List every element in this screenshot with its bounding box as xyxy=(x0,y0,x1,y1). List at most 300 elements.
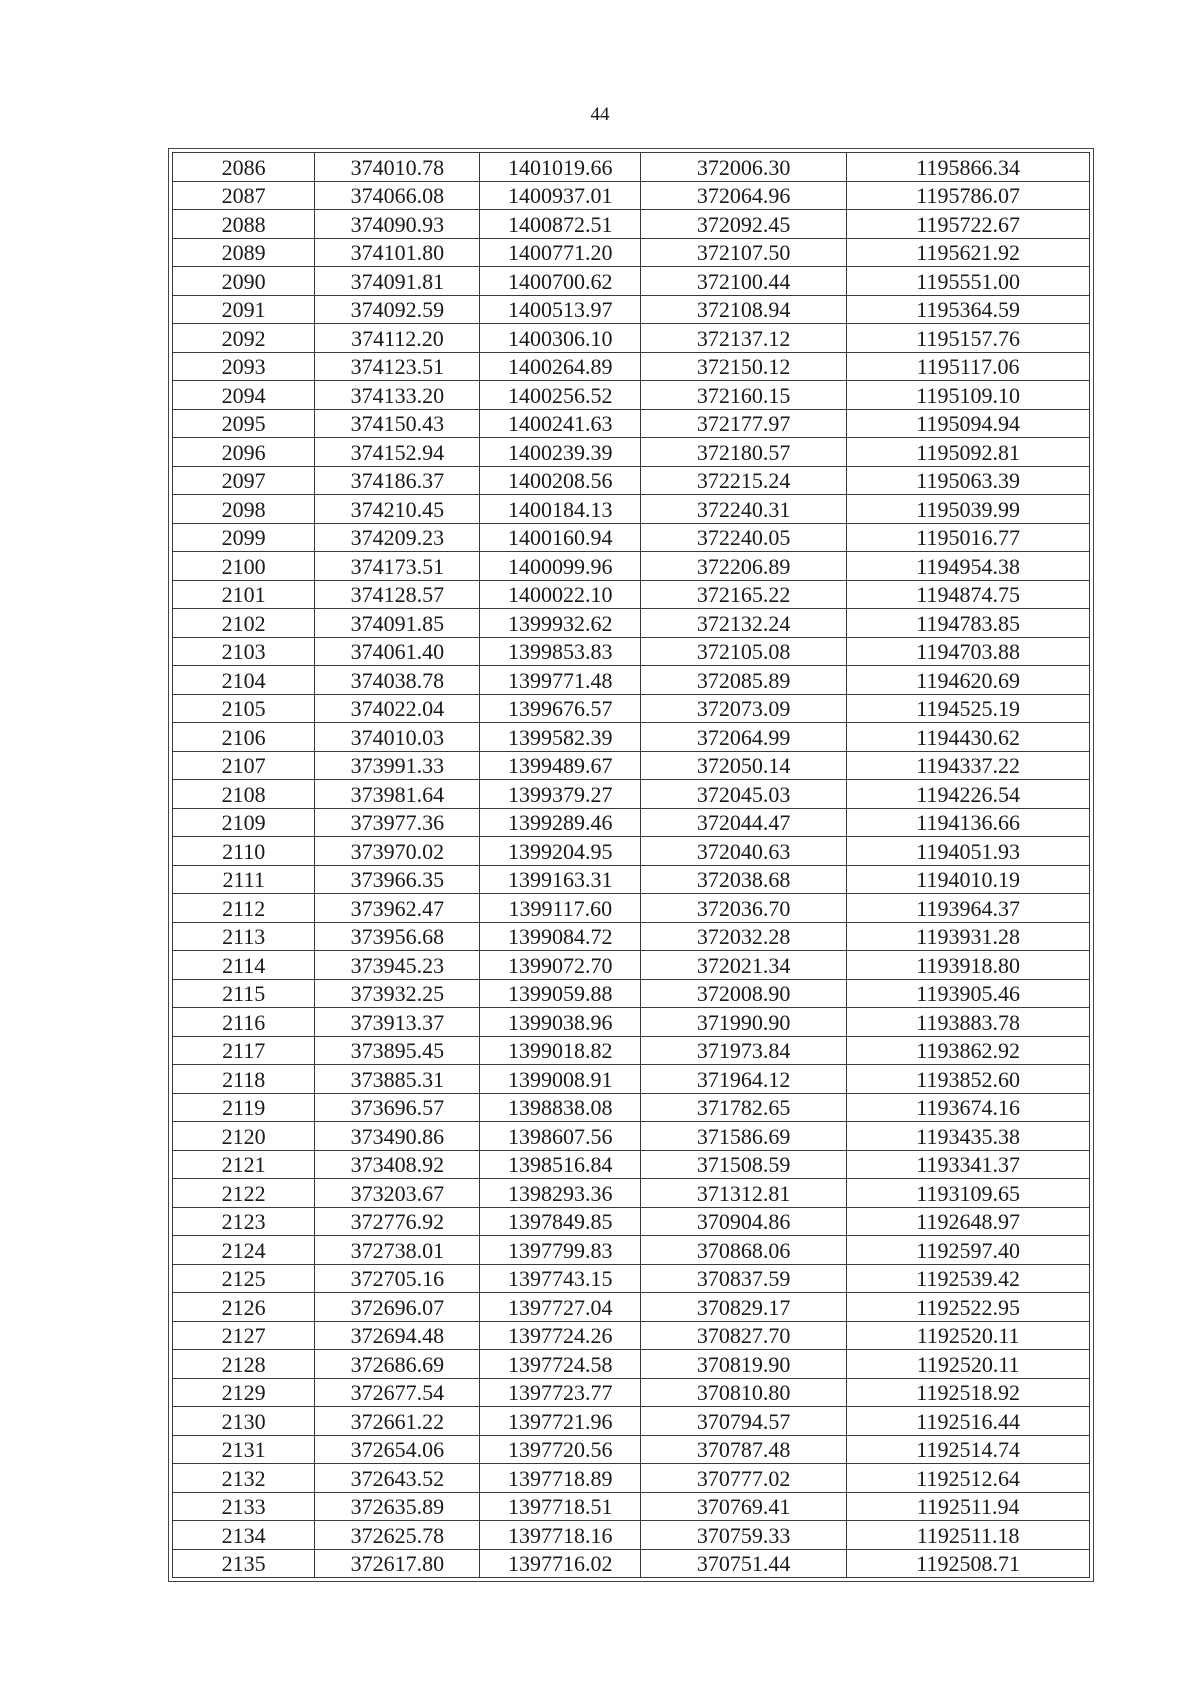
table-row xyxy=(173,780,1090,809)
table-row xyxy=(173,181,1090,210)
y-new-cell: 1192511.94 xyxy=(847,1492,1090,1521)
point-number-cell: 2126 xyxy=(173,1293,315,1322)
point-number-cell: 2102 xyxy=(173,609,315,638)
x-old-cell: 373885.31 xyxy=(315,1065,480,1094)
table-row xyxy=(173,1407,1090,1436)
point-number-cell: 2101 xyxy=(173,580,315,609)
x-old-cell: 372617.80 xyxy=(315,1549,480,1578)
y-new-cell: 1194620.69 xyxy=(847,666,1090,695)
x-old-cell: 374092.59 xyxy=(315,295,480,324)
y-new-cell: 1195016.77 xyxy=(847,523,1090,552)
x-new-cell: 372064.99 xyxy=(641,723,847,752)
point-number-cell: 2091 xyxy=(173,295,315,324)
table-row xyxy=(173,352,1090,381)
point-number-cell: 2117 xyxy=(173,1036,315,1065)
y-old-cell: 1400872.51 xyxy=(480,210,641,239)
x-new-cell: 372177.97 xyxy=(641,409,847,438)
y-old-cell: 1399853.83 xyxy=(480,637,641,666)
point-number-cell: 2119 xyxy=(173,1093,315,1122)
x-new-cell: 371508.59 xyxy=(641,1150,847,1179)
y-new-cell: 1195364.59 xyxy=(847,295,1090,324)
coordinate-table-body xyxy=(173,153,1090,1578)
point-number-cell: 2090 xyxy=(173,267,315,296)
x-old-cell: 373962.47 xyxy=(315,894,480,923)
page-number: 44 xyxy=(590,104,610,125)
x-old-cell: 374112.20 xyxy=(315,324,480,353)
x-old-cell: 372738.01 xyxy=(315,1236,480,1265)
y-old-cell: 1399059.88 xyxy=(480,979,641,1008)
point-number-cell: 2112 xyxy=(173,894,315,923)
y-new-cell: 1192516.44 xyxy=(847,1407,1090,1436)
x-new-cell: 371973.84 xyxy=(641,1036,847,1065)
y-old-cell: 1399489.67 xyxy=(480,751,641,780)
table-row xyxy=(173,1008,1090,1037)
point-number-cell: 2127 xyxy=(173,1321,315,1350)
x-new-cell: 372092.45 xyxy=(641,210,847,239)
y-old-cell: 1398516.84 xyxy=(480,1150,641,1179)
x-new-cell: 372050.14 xyxy=(641,751,847,780)
y-new-cell: 1192518.92 xyxy=(847,1378,1090,1407)
x-new-cell: 372137.12 xyxy=(641,324,847,353)
x-new-cell: 372215.24 xyxy=(641,466,847,495)
y-old-cell: 1399038.96 xyxy=(480,1008,641,1037)
y-old-cell: 1400241.63 xyxy=(480,409,641,438)
table-row xyxy=(173,1236,1090,1265)
table-row xyxy=(173,1093,1090,1122)
table-row xyxy=(173,1492,1090,1521)
y-new-cell: 1194136.66 xyxy=(847,808,1090,837)
table-row xyxy=(173,637,1090,666)
y-old-cell: 1397720.56 xyxy=(480,1435,641,1464)
point-number-cell: 2123 xyxy=(173,1207,315,1236)
table-row xyxy=(173,951,1090,980)
table-row xyxy=(173,1350,1090,1379)
x-new-cell: 371782.65 xyxy=(641,1093,847,1122)
x-old-cell: 374066.08 xyxy=(315,181,480,210)
y-new-cell: 1195157.76 xyxy=(847,324,1090,353)
x-new-cell: 372036.70 xyxy=(641,894,847,923)
y-new-cell: 1192520.11 xyxy=(847,1321,1090,1350)
x-old-cell: 372625.78 xyxy=(315,1521,480,1550)
x-old-cell: 374091.81 xyxy=(315,267,480,296)
y-old-cell: 1400513.97 xyxy=(480,295,641,324)
table-row xyxy=(173,666,1090,695)
x-new-cell: 370777.02 xyxy=(641,1464,847,1493)
point-number-cell: 2100 xyxy=(173,552,315,581)
point-number-cell: 2129 xyxy=(173,1378,315,1407)
point-number-cell: 2097 xyxy=(173,466,315,495)
table-row xyxy=(173,837,1090,866)
y-new-cell: 1194954.38 xyxy=(847,552,1090,581)
x-new-cell: 371312.81 xyxy=(641,1179,847,1208)
x-new-cell: 370837.59 xyxy=(641,1264,847,1293)
y-new-cell: 1194703.88 xyxy=(847,637,1090,666)
x-old-cell: 374133.20 xyxy=(315,381,480,410)
x-old-cell: 372696.07 xyxy=(315,1293,480,1322)
table-row xyxy=(173,1150,1090,1179)
y-new-cell: 1195039.99 xyxy=(847,495,1090,524)
x-old-cell: 372661.22 xyxy=(315,1407,480,1436)
table-row xyxy=(173,1521,1090,1550)
x-old-cell: 373956.68 xyxy=(315,922,480,951)
y-new-cell: 1194010.19 xyxy=(847,865,1090,894)
y-new-cell: 1193964.37 xyxy=(847,894,1090,923)
y-old-cell: 1397849.85 xyxy=(480,1207,641,1236)
x-old-cell: 374173.51 xyxy=(315,552,480,581)
point-number-cell: 2099 xyxy=(173,523,315,552)
y-new-cell: 1193852.60 xyxy=(847,1065,1090,1094)
y-new-cell: 1193918.80 xyxy=(847,951,1090,980)
x-new-cell: 372040.63 xyxy=(641,837,847,866)
table-row xyxy=(173,1435,1090,1464)
y-new-cell: 1193341.37 xyxy=(847,1150,1090,1179)
y-old-cell: 1397718.51 xyxy=(480,1492,641,1521)
y-new-cell: 1194430.62 xyxy=(847,723,1090,752)
x-new-cell: 372006.30 xyxy=(641,153,847,182)
x-new-cell: 372008.90 xyxy=(641,979,847,1008)
table-row xyxy=(173,295,1090,324)
y-new-cell: 1193905.46 xyxy=(847,979,1090,1008)
table-row xyxy=(173,1122,1090,1151)
x-new-cell: 372165.22 xyxy=(641,580,847,609)
x-new-cell: 370810.80 xyxy=(641,1378,847,1407)
x-old-cell: 374010.03 xyxy=(315,723,480,752)
x-old-cell: 373913.37 xyxy=(315,1008,480,1037)
x-new-cell: 370819.90 xyxy=(641,1350,847,1379)
table-row xyxy=(173,1549,1090,1578)
y-old-cell: 1397724.26 xyxy=(480,1321,641,1350)
y-old-cell: 1400022.10 xyxy=(480,580,641,609)
point-number-cell: 2087 xyxy=(173,181,315,210)
y-old-cell: 1400306.10 xyxy=(480,324,641,353)
table-row xyxy=(173,1378,1090,1407)
x-new-cell: 371964.12 xyxy=(641,1065,847,1094)
y-new-cell: 1194226.54 xyxy=(847,780,1090,809)
x-old-cell: 372776.92 xyxy=(315,1207,480,1236)
x-new-cell: 370794.57 xyxy=(641,1407,847,1436)
y-new-cell: 1192511.18 xyxy=(847,1521,1090,1550)
table-row xyxy=(173,438,1090,467)
x-old-cell: 373203.67 xyxy=(315,1179,480,1208)
y-old-cell: 1400239.39 xyxy=(480,438,641,467)
y-old-cell: 1399676.57 xyxy=(480,694,641,723)
table-row xyxy=(173,1464,1090,1493)
y-new-cell: 1194525.19 xyxy=(847,694,1090,723)
point-number-cell: 2095 xyxy=(173,409,315,438)
coordinate-table-frame xyxy=(168,148,1094,1582)
x-new-cell: 370827.70 xyxy=(641,1321,847,1350)
x-old-cell: 372686.69 xyxy=(315,1350,480,1379)
y-old-cell: 1397727.04 xyxy=(480,1293,641,1322)
y-old-cell: 1398293.36 xyxy=(480,1179,641,1208)
y-new-cell: 1195722.67 xyxy=(847,210,1090,239)
x-new-cell: 372045.03 xyxy=(641,780,847,809)
table-row xyxy=(173,751,1090,780)
point-number-cell: 2121 xyxy=(173,1150,315,1179)
table-row xyxy=(173,894,1090,923)
y-old-cell: 1399084.72 xyxy=(480,922,641,951)
x-old-cell: 374022.04 xyxy=(315,694,480,723)
x-new-cell: 372150.12 xyxy=(641,352,847,381)
x-new-cell: 372160.15 xyxy=(641,381,847,410)
y-new-cell: 1195063.39 xyxy=(847,466,1090,495)
table-row xyxy=(173,324,1090,353)
table-row xyxy=(173,723,1090,752)
y-new-cell: 1192512.64 xyxy=(847,1464,1090,1493)
x-new-cell: 372032.28 xyxy=(641,922,847,951)
point-number-cell: 2128 xyxy=(173,1350,315,1379)
x-old-cell: 374128.57 xyxy=(315,580,480,609)
table-row xyxy=(173,153,1090,182)
y-old-cell: 1400264.89 xyxy=(480,352,641,381)
y-new-cell: 1194874.75 xyxy=(847,580,1090,609)
x-old-cell: 374123.51 xyxy=(315,352,480,381)
y-old-cell: 1399117.60 xyxy=(480,894,641,923)
point-number-cell: 2111 xyxy=(173,865,315,894)
y-new-cell: 1193862.92 xyxy=(847,1036,1090,1065)
point-number-cell: 2118 xyxy=(173,1065,315,1094)
y-new-cell: 1192539.42 xyxy=(847,1264,1090,1293)
y-old-cell: 1399289.46 xyxy=(480,808,641,837)
x-new-cell: 370759.33 xyxy=(641,1521,847,1550)
point-number-cell: 2103 xyxy=(173,637,315,666)
table-row xyxy=(173,552,1090,581)
x-new-cell: 371990.90 xyxy=(641,1008,847,1037)
x-new-cell: 370751.44 xyxy=(641,1549,847,1578)
point-number-cell: 2124 xyxy=(173,1236,315,1265)
x-new-cell: 371586.69 xyxy=(641,1122,847,1151)
x-new-cell: 370787.48 xyxy=(641,1435,847,1464)
y-old-cell: 1398607.56 xyxy=(480,1122,641,1151)
y-new-cell: 1192520.11 xyxy=(847,1350,1090,1379)
x-new-cell: 372085.89 xyxy=(641,666,847,695)
x-old-cell: 372694.48 xyxy=(315,1321,480,1350)
y-old-cell: 1400937.01 xyxy=(480,181,641,210)
coordinate-table xyxy=(172,152,1090,1578)
point-number-cell: 2107 xyxy=(173,751,315,780)
x-old-cell: 373970.02 xyxy=(315,837,480,866)
point-number-cell: 2120 xyxy=(173,1122,315,1151)
table-row xyxy=(173,609,1090,638)
table-row xyxy=(173,210,1090,239)
y-new-cell: 1192522.95 xyxy=(847,1293,1090,1322)
x-old-cell: 373981.64 xyxy=(315,780,480,809)
y-new-cell: 1195621.92 xyxy=(847,238,1090,267)
table-row xyxy=(173,808,1090,837)
y-old-cell: 1399932.62 xyxy=(480,609,641,638)
point-number-cell: 2115 xyxy=(173,979,315,1008)
point-number-cell: 2109 xyxy=(173,808,315,837)
y-old-cell: 1400099.96 xyxy=(480,552,641,581)
x-old-cell: 374090.93 xyxy=(315,210,480,239)
point-number-cell: 2106 xyxy=(173,723,315,752)
y-new-cell: 1194051.93 xyxy=(847,837,1090,866)
x-new-cell: 372108.94 xyxy=(641,295,847,324)
x-old-cell: 373966.35 xyxy=(315,865,480,894)
table-row xyxy=(173,1065,1090,1094)
y-old-cell: 1399072.70 xyxy=(480,951,641,980)
x-new-cell: 372240.31 xyxy=(641,495,847,524)
y-new-cell: 1193674.16 xyxy=(847,1093,1090,1122)
x-old-cell: 374209.23 xyxy=(315,523,480,552)
y-new-cell: 1195866.34 xyxy=(847,153,1090,182)
x-old-cell: 373977.36 xyxy=(315,808,480,837)
y-old-cell: 1397721.96 xyxy=(480,1407,641,1436)
x-old-cell: 373991.33 xyxy=(315,751,480,780)
y-old-cell: 1400160.94 xyxy=(480,523,641,552)
x-new-cell: 370868.06 xyxy=(641,1236,847,1265)
y-new-cell: 1195109.10 xyxy=(847,381,1090,410)
table-row xyxy=(173,922,1090,951)
x-old-cell: 372654.06 xyxy=(315,1435,480,1464)
table-row xyxy=(173,979,1090,1008)
point-number-cell: 2135 xyxy=(173,1549,315,1578)
y-new-cell: 1194783.85 xyxy=(847,609,1090,638)
x-new-cell: 372038.68 xyxy=(641,865,847,894)
table-row xyxy=(173,1207,1090,1236)
x-new-cell: 372100.44 xyxy=(641,267,847,296)
x-old-cell: 374061.40 xyxy=(315,637,480,666)
y-old-cell: 1397716.02 xyxy=(480,1549,641,1578)
x-old-cell: 372705.16 xyxy=(315,1264,480,1293)
point-number-cell: 2108 xyxy=(173,780,315,809)
point-number-cell: 2093 xyxy=(173,352,315,381)
x-old-cell: 374010.78 xyxy=(315,153,480,182)
y-new-cell: 1193109.65 xyxy=(847,1179,1090,1208)
y-old-cell: 1399379.27 xyxy=(480,780,641,809)
y-old-cell: 1400184.13 xyxy=(480,495,641,524)
y-old-cell: 1399008.91 xyxy=(480,1065,641,1094)
y-new-cell: 1193435.38 xyxy=(847,1122,1090,1151)
point-number-cell: 2130 xyxy=(173,1407,315,1436)
point-number-cell: 2086 xyxy=(173,153,315,182)
y-new-cell: 1195551.00 xyxy=(847,267,1090,296)
table-row xyxy=(173,1179,1090,1208)
point-number-cell: 2105 xyxy=(173,694,315,723)
point-number-cell: 2133 xyxy=(173,1492,315,1521)
y-old-cell: 1399163.31 xyxy=(480,865,641,894)
x-new-cell: 372206.89 xyxy=(641,552,847,581)
table-row xyxy=(173,694,1090,723)
y-old-cell: 1398838.08 xyxy=(480,1093,641,1122)
table-row xyxy=(173,267,1090,296)
point-number-cell: 2131 xyxy=(173,1435,315,1464)
x-old-cell: 373945.23 xyxy=(315,951,480,980)
x-old-cell: 374150.43 xyxy=(315,409,480,438)
x-old-cell: 373408.92 xyxy=(315,1150,480,1179)
y-new-cell: 1192514.74 xyxy=(847,1435,1090,1464)
point-number-cell: 2094 xyxy=(173,381,315,410)
point-number-cell: 2134 xyxy=(173,1521,315,1550)
point-number-cell: 2098 xyxy=(173,495,315,524)
table-row xyxy=(173,381,1090,410)
table-row xyxy=(173,1321,1090,1350)
y-old-cell: 1400700.62 xyxy=(480,267,641,296)
x-old-cell: 373696.57 xyxy=(315,1093,480,1122)
x-old-cell: 374101.80 xyxy=(315,238,480,267)
x-old-cell: 372677.54 xyxy=(315,1378,480,1407)
y-new-cell: 1193931.28 xyxy=(847,922,1090,951)
y-old-cell: 1397743.15 xyxy=(480,1264,641,1293)
x-new-cell: 370769.41 xyxy=(641,1492,847,1521)
x-old-cell: 374091.85 xyxy=(315,609,480,638)
x-old-cell: 374038.78 xyxy=(315,666,480,695)
table-row xyxy=(173,409,1090,438)
table-row xyxy=(173,1293,1090,1322)
y-old-cell: 1397718.16 xyxy=(480,1521,641,1550)
y-old-cell: 1397799.83 xyxy=(480,1236,641,1265)
y-new-cell: 1195094.94 xyxy=(847,409,1090,438)
y-new-cell: 1195786.07 xyxy=(847,181,1090,210)
point-number-cell: 2089 xyxy=(173,238,315,267)
table-row xyxy=(173,238,1090,267)
x-old-cell: 374210.45 xyxy=(315,495,480,524)
table-row xyxy=(173,495,1090,524)
x-new-cell: 372180.57 xyxy=(641,438,847,467)
x-new-cell: 372064.96 xyxy=(641,181,847,210)
point-number-cell: 2114 xyxy=(173,951,315,980)
x-old-cell: 373490.86 xyxy=(315,1122,480,1151)
table-row xyxy=(173,1036,1090,1065)
y-old-cell: 1397724.58 xyxy=(480,1350,641,1379)
x-old-cell: 374152.94 xyxy=(315,438,480,467)
y-old-cell: 1400256.52 xyxy=(480,381,641,410)
y-old-cell: 1399582.39 xyxy=(480,723,641,752)
x-new-cell: 372107.50 xyxy=(641,238,847,267)
y-old-cell: 1399018.82 xyxy=(480,1036,641,1065)
table-row xyxy=(173,523,1090,552)
y-new-cell: 1192508.71 xyxy=(847,1549,1090,1578)
table-row xyxy=(173,1264,1090,1293)
table-row xyxy=(173,580,1090,609)
y-old-cell: 1401019.66 xyxy=(480,153,641,182)
table-row xyxy=(173,865,1090,894)
point-number-cell: 2096 xyxy=(173,438,315,467)
x-old-cell: 373932.25 xyxy=(315,979,480,1008)
x-new-cell: 372021.34 xyxy=(641,951,847,980)
point-number-cell: 2104 xyxy=(173,666,315,695)
point-number-cell: 2092 xyxy=(173,324,315,353)
y-old-cell: 1399771.48 xyxy=(480,666,641,695)
point-number-cell: 2132 xyxy=(173,1464,315,1493)
x-new-cell: 372044.47 xyxy=(641,808,847,837)
point-number-cell: 2116 xyxy=(173,1008,315,1037)
x-old-cell: 372643.52 xyxy=(315,1464,480,1493)
y-old-cell: 1397723.77 xyxy=(480,1378,641,1407)
y-new-cell: 1192648.97 xyxy=(847,1207,1090,1236)
x-new-cell: 372132.24 xyxy=(641,609,847,638)
point-number-cell: 2088 xyxy=(173,210,315,239)
point-number-cell: 2125 xyxy=(173,1264,315,1293)
x-new-cell: 370904.86 xyxy=(641,1207,847,1236)
x-new-cell: 372240.05 xyxy=(641,523,847,552)
x-new-cell: 372105.08 xyxy=(641,637,847,666)
table-row xyxy=(173,466,1090,495)
x-old-cell: 374186.37 xyxy=(315,466,480,495)
y-new-cell: 1193883.78 xyxy=(847,1008,1090,1037)
x-new-cell: 372073.09 xyxy=(641,694,847,723)
point-number-cell: 2113 xyxy=(173,922,315,951)
y-new-cell: 1195092.81 xyxy=(847,438,1090,467)
y-new-cell: 1192597.40 xyxy=(847,1236,1090,1265)
point-number-cell: 2110 xyxy=(173,837,315,866)
x-old-cell: 373895.45 xyxy=(315,1036,480,1065)
point-number-cell: 2122 xyxy=(173,1179,315,1208)
y-new-cell: 1194337.22 xyxy=(847,751,1090,780)
x-new-cell: 370829.17 xyxy=(641,1293,847,1322)
y-new-cell: 1195117.06 xyxy=(847,352,1090,381)
y-old-cell: 1400771.20 xyxy=(480,238,641,267)
